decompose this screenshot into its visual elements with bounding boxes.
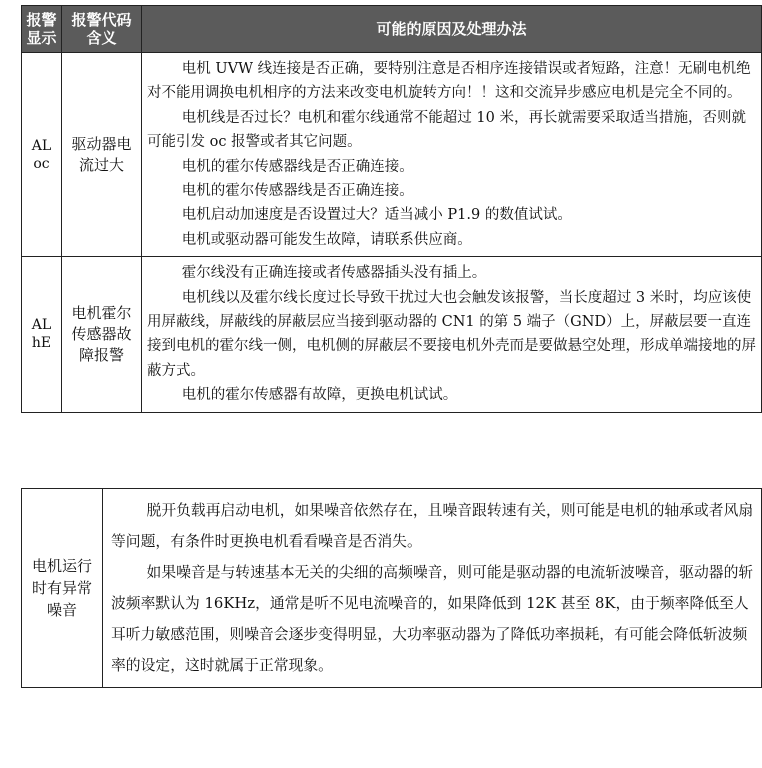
header-code-meaning: 报警代码 含义 (62, 6, 142, 53)
alarm-table-header-row (22, 6, 762, 53)
noise-meaning-cell: 电机运行 时有异常 噪音 (22, 489, 103, 688)
cause-paragraph: 脱开负载再启动电机，如果噪音依然存在，且噪音跟转速有关，则可能是电机的轴承或者风扇等问题，有条件时更换电机看看噪音是否消失。 (111, 502, 754, 550)
noise-table (21, 488, 762, 688)
cause-paragraph: 电机线是否过长？电机和霍尔线通常不能超过 10 米，再长就需要采取适当措施，否则就可能引发 oc 报警或者其它问题。 (147, 109, 746, 151)
table-row-al-he (22, 257, 762, 412)
alarm-code-cell: AL oc (22, 53, 62, 257)
cause-paragraph: 电机或驱动器可能发生故障，请联系供应商。 (181, 231, 472, 248)
cause-paragraph: 电机的霍尔传感器有故障，更换电机试试。 (181, 387, 458, 404)
header-cause-solution: 可能的原因及处理办法 (142, 6, 762, 53)
cause-cell (142, 257, 762, 412)
table-row-abnormal-noise (22, 489, 762, 688)
cause-paragraph: 电机 UVW 线连接是否正确，要特别注意是否相序连接错误或者短路，注意！无刷电机绝对不能用调换电机相序的方法来改变电机旋转方向！！这和交流异步感应电机是完全不同的。 (147, 61, 751, 102)
cause-paragraph: 电机的霍尔传感器线是否正确连接。 (181, 158, 414, 175)
cause-paragraph: 电机启动加速度是否设置过大？适当减小 P1.9 的数值试试。 (181, 207, 572, 224)
cause-paragraph: 电机的霍尔传感器线是否正确连接。 (181, 183, 414, 200)
alarm-meaning-cell: 驱动器电 流过大 (62, 53, 142, 257)
noise-cause-cell (103, 489, 762, 688)
cause-paragraph: 如果噪音是与转速基本无关的尖细的高频噪音，则可能是驱动器的电流斩波噪音，驱动器的斩波频率默认为 16KHz，通常是听不见电流噪音的，如果降低到 12K 甚至 8K，由于频率降低至人耳听力敏感范围，则噪音会逐步变得明显，大功率驱动器为了降低功率损耗，有可能会降低斩波频率的设定，这时就属于正常现象。 (111, 564, 754, 674)
alarm-table (21, 5, 762, 413)
cause-cell (142, 53, 762, 257)
alarm-meaning-cell: 电机霍尔 传感器故 障报警 (62, 257, 142, 412)
header-alarm-display: 报警 显示 (22, 6, 62, 53)
cause-paragraph: 霍尔线没有正确连接或者传感器插头没有插上。 (181, 265, 487, 282)
table-row-al-oc (22, 53, 762, 257)
alarm-code-cell: AL hE (22, 257, 62, 412)
cause-paragraph: 电机线以及霍尔线长度过长导致干扰过大也会触发该报警，当长度超过 3 米时，均应该使用屏蔽线，屏蔽线的屏蔽层应当接到驱动器的 CN1 的第 5 端子（GND）上，屏蔽层要一直连接到电机的霍尔线一侧，电机侧的屏蔽层不要接电机外壳而是要做悬空处理，形成单端接地的屏蔽方式。 (147, 289, 756, 379)
